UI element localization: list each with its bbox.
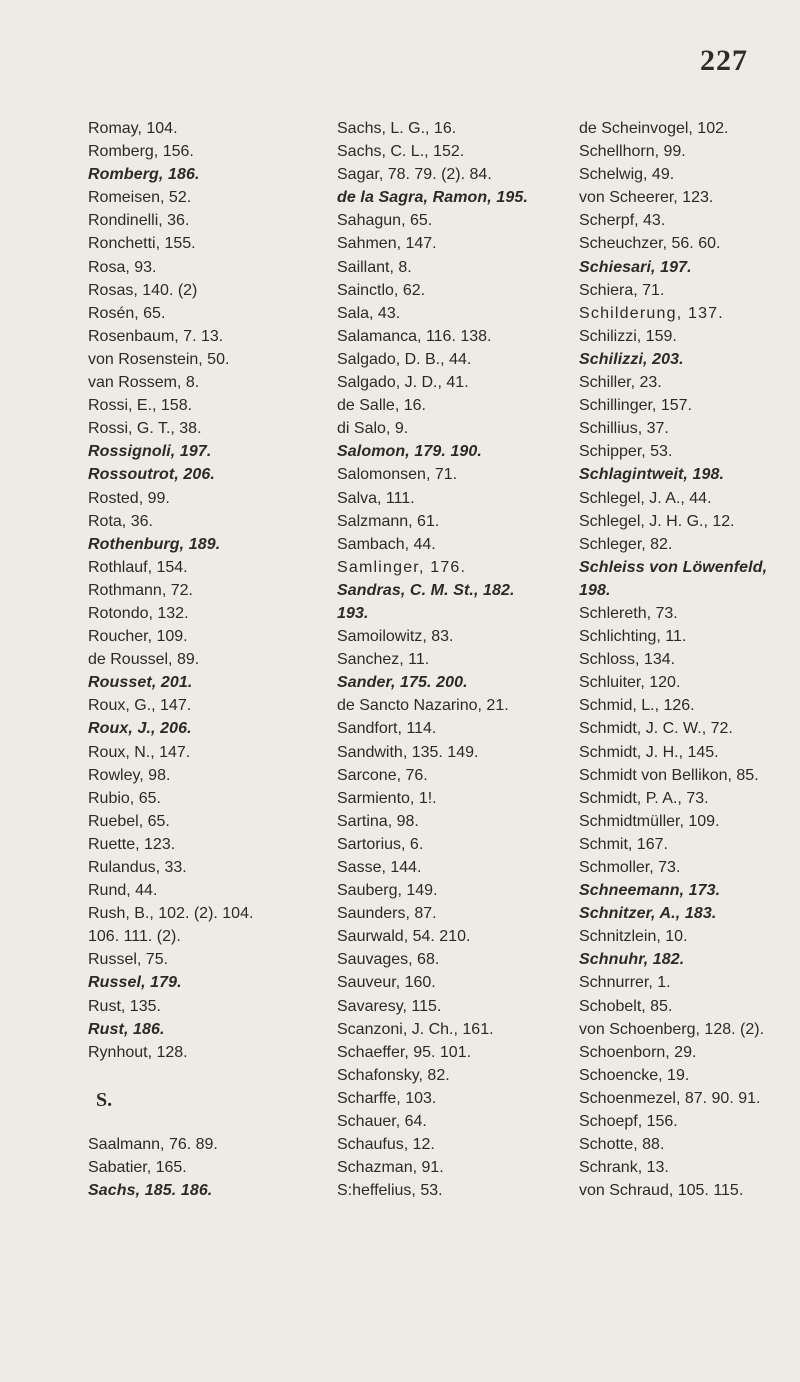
index-entry: Schazman, 91.: [337, 1159, 444, 1177]
index-entry: Sarcone, 76.: [337, 766, 428, 784]
index-entry: Schlichting, 11.: [579, 628, 687, 646]
index-entry: Schoepf, 156.: [579, 1113, 678, 1131]
index-entry: Salgado, J. D., 41.: [337, 374, 469, 392]
index-entry: von Rosenstein, 50.: [88, 350, 230, 368]
index-entry: Roux, J., 206.: [88, 720, 192, 738]
index-entry: von Schraud, 105. 115.: [579, 1182, 744, 1200]
index-entry: Schilizzi, 203.: [579, 350, 684, 368]
index-column-right: [579, 117, 800, 1202]
index-entry: von Scheerer, 123.: [579, 189, 714, 207]
index-entry: Saurwald, 54. 210.: [337, 928, 471, 946]
index-entry: Sagar, 78. 79. (2). 84.: [337, 166, 492, 184]
index-entry: Salomonsen, 71.: [337, 466, 458, 484]
index-entry: Schrank, 13.: [579, 1159, 669, 1177]
index-entry: von Schoenberg, 128. (2).: [579, 1020, 765, 1038]
page-number: 227: [700, 44, 748, 77]
index-entry: Sasse, 144.: [337, 859, 422, 876]
index-entry: Scanzoni, J. Ch., 161.: [337, 1020, 494, 1038]
index-entry: Sanchez, 11.: [337, 651, 430, 669]
index-entry: Salamanca, 116. 138.: [337, 327, 492, 345]
index-entry: Sander, 175. 200.: [337, 674, 468, 692]
index-entry: Schipper, 53.: [579, 443, 673, 461]
index-entry: Schmidt, P. A., 73.: [579, 789, 709, 807]
index-entry: Schillinger, 157.: [579, 397, 692, 415]
index-entry: Saunders, 87.: [337, 905, 437, 923]
index-entry: Sachs, C. L., 152.: [337, 143, 465, 161]
index-entry: Schlereth, 73.: [579, 604, 678, 622]
index-entry: Schiera, 71.: [579, 281, 665, 299]
index-entry: Rosted, 99.: [88, 489, 170, 507]
index-entry: Rubio, 65.: [88, 789, 161, 807]
index-entry: Schoencke, 19.: [579, 1066, 690, 1084]
index-entry: Schaufus, 12.: [337, 1136, 435, 1154]
index-entry: Sabatier, 165.: [88, 1159, 187, 1177]
index-column-middle: [337, 117, 582, 1202]
index-entry: Rush, B., 102. (2). 104.: [88, 905, 254, 923]
index-entry: Saillant, 8.: [337, 258, 412, 276]
index-entry: Schnitzlein, 10.: [579, 928, 688, 946]
index-entry: Schilizzi, 159.: [579, 327, 677, 345]
index-entry: Schnitzer, A., 183.: [579, 905, 717, 923]
index-entry: Rossoutrot, 206.: [88, 466, 215, 484]
index-entry: Rota, 36.: [88, 512, 153, 530]
index-entry: Schlagintweit, 198.: [579, 466, 725, 484]
index-entry: 106. 111. (2).: [88, 928, 181, 946]
index-entry: Salzmann, 61.: [337, 512, 440, 530]
index-entry: Rotondo, 132.: [88, 604, 189, 622]
index-entry: Sahagun, 65.: [337, 212, 433, 230]
index-entry: Scherpf, 43.: [579, 212, 666, 230]
index-entry: Schmoller, 73.: [579, 859, 681, 876]
index-entry: Schafonsky, 82.: [337, 1066, 450, 1084]
index-entry: Sauvages, 68.: [337, 951, 440, 969]
index-entry: S:heffelius, 53.: [337, 1182, 443, 1200]
index-entry: Roux, G., 147.: [88, 697, 192, 715]
index-entry: Schotte, 88.: [579, 1136, 665, 1154]
index-entry: Rosenbaum, 7. 13.: [88, 327, 224, 345]
index-entry: Schillius, 37.: [579, 420, 669, 438]
index-entry: 193.: [337, 604, 369, 622]
index-entry: de Sancto Nazarino, 21.: [337, 697, 509, 715]
index-entry: Schoenborn, 29.: [579, 1043, 697, 1061]
index-entry: Sambach, 44.: [337, 535, 436, 553]
index-entry: Sachs, 185. 186.: [88, 1182, 213, 1200]
index-entry: Rossi, E., 158.: [88, 397, 193, 415]
index-entry: Romay, 104.: [88, 120, 178, 137]
index-entry: de Salle, 16.: [337, 397, 426, 415]
index-entry: Schiller, 23.: [579, 374, 662, 392]
index-entry: van Rossem, 8.: [88, 374, 200, 392]
index-entry: Schleger, 82.: [579, 535, 673, 553]
index-entry: Schauer, 64.: [337, 1113, 427, 1131]
index-column-left: [88, 117, 333, 1202]
index-entry: Ronchetti, 155.: [88, 235, 196, 253]
index-entry: Sala, 43.: [337, 304, 401, 322]
index-entry: Schelwig, 49.: [579, 166, 675, 184]
index-entry: Schmit, 167.: [579, 835, 668, 853]
index-entry: Roux, N., 147.: [88, 743, 191, 761]
index-entry: Rust, 135.: [88, 997, 161, 1015]
index-entry: Rothenburg, 189.: [88, 535, 221, 553]
index-entry: Scharffe, 103.: [337, 1089, 437, 1107]
index-entry: Sartorius, 6.: [337, 835, 424, 853]
index-entry: Ruebel, 65.: [88, 812, 170, 830]
index-entry: Russel, 75.: [88, 951, 169, 969]
index-entry: Rosas, 140. (2): [88, 281, 198, 299]
index-entry: de la Sagra, Ramon, 195.: [337, 189, 528, 207]
index-entry: Schloss, 134.: [579, 651, 676, 669]
index-entry: Rondinelli, 36.: [88, 212, 190, 230]
index-entry: Schobelt, 85.: [579, 997, 673, 1015]
index-entry: Rund, 44.: [88, 882, 158, 900]
index-entry: Schellhorn, 99.: [579, 143, 686, 161]
index-entry: Sarmiento, 1!.: [337, 789, 437, 807]
index-entry: Schaeffer, 95. 101.: [337, 1043, 472, 1061]
index-entry: Rowley, 98.: [88, 766, 171, 784]
index-entry: Rynhout, 128.: [88, 1043, 188, 1061]
index-entry: Sandwith, 135. 149.: [337, 743, 479, 761]
index-entry: Schiesari, 197.: [579, 258, 692, 276]
index-entry: Romeisen, 52.: [88, 189, 192, 207]
index-entry: Schmid, L., 126.: [579, 697, 695, 715]
index-entry: Sahmen, 147.: [337, 235, 437, 253]
index-entry: Romberg, 186.: [88, 166, 200, 184]
index-entry: Rossi, G. T., 38.: [88, 420, 202, 438]
index-entry: 198.: [579, 581, 611, 599]
index-entry: Saalmann, 76. 89.: [88, 1135, 218, 1153]
index-entry: Salva, 111.: [337, 489, 415, 507]
index-entry: Rust, 186.: [88, 1020, 165, 1038]
index-entry: Sandras, C. M. St., 182.: [337, 581, 515, 599]
index-entry: de Roussel, 89.: [88, 651, 200, 669]
index-entry: Schneemann, 173.: [579, 882, 721, 900]
index-entry: Schlegel, J. H. G., 12.: [579, 512, 735, 530]
index-entry: Schleiss von Löwenfeld,: [579, 558, 768, 576]
index-entry: Ruette, 123.: [88, 835, 176, 853]
index-entry: Sandfort, 114.: [337, 720, 437, 738]
index-entry: Rulandus, 33.: [88, 859, 187, 876]
index-entry: Rousset, 201.: [88, 674, 193, 692]
index-entry: Rothmann, 72.: [88, 581, 193, 599]
index-entry: Russel, 179.: [88, 974, 182, 992]
index-entry: Scheuchzer, 56. 60.: [579, 235, 721, 253]
index-entry: Schilderung, 137.: [579, 304, 724, 322]
index-entry: Rothlauf, 154.: [88, 558, 188, 576]
section-letter-heading: S.: [96, 1088, 113, 1111]
index-entry: Schnuhr, 182.: [579, 951, 685, 969]
index-entry: Schmidt von Bellikon, 85.: [579, 766, 759, 784]
index-entry: de Scheinvogel, 102.: [579, 120, 729, 137]
index-entry: Romberg, 156.: [88, 143, 194, 161]
index-entry: Schnurrer, 1.: [579, 974, 671, 992]
index-entry: Schlegel, J. A., 44.: [579, 489, 712, 507]
index-entry: Schluiter, 120.: [579, 674, 681, 692]
index-entry: Sachs, L. G., 16.: [337, 120, 457, 137]
index-entry: Savaresy, 115.: [337, 997, 442, 1015]
index-entry: Samlinger, 176.: [337, 558, 467, 576]
index-entry: Roucher, 109.: [88, 628, 188, 646]
index-entry: Sainctlo, 62.: [337, 281, 426, 299]
index-entry: Schoenmezel, 87. 90. 91.: [579, 1089, 761, 1107]
index-entry: Schmidtmüller, 109.: [579, 812, 720, 830]
index-entry: Sartina, 98.: [337, 812, 419, 830]
index-entry: Schmidt, J. C. W., 72.: [579, 720, 733, 738]
index-entry: Rosa, 93.: [88, 258, 157, 276]
index-entry: Samoilowitz, 83.: [337, 628, 454, 646]
index-entry: Salomon, 179. 190.: [337, 443, 482, 461]
index-entry: Rosén, 65.: [88, 304, 166, 322]
index-entry: di Salo, 9.: [337, 420, 409, 438]
index-entry: Sauberg, 149.: [337, 882, 438, 900]
index-entry: Salgado, D. B., 44.: [337, 350, 472, 368]
index-entry: Sauveur, 160.: [337, 974, 436, 992]
index-entry: Rossignoli, 197.: [88, 443, 212, 461]
index-entry: Schmidt, J. H., 145.: [579, 743, 719, 761]
